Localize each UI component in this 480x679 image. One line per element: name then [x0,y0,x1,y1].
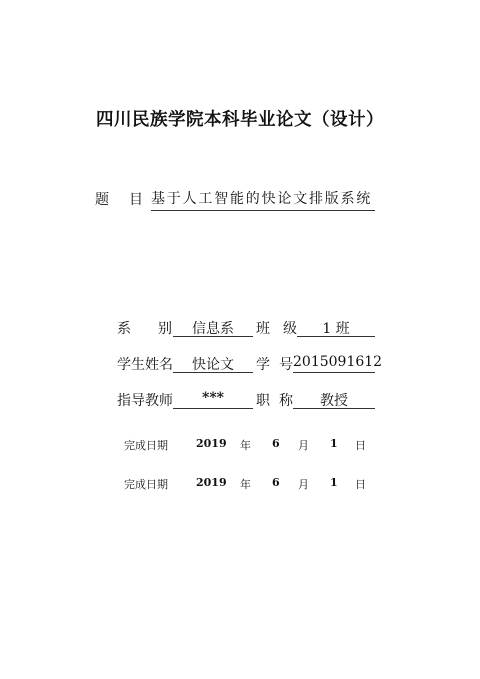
student-id-label-char-2: 号 [279,357,293,373]
student-name-id-row [117,354,387,374]
completion-date-label: 完成日期 [124,478,168,491]
department-label-char-1: 系 [117,321,131,337]
page-title: 四川民族学院本科毕业论文（设计） [96,110,384,130]
year-unit: 年 [240,439,251,452]
student-name-value: 快论文 [173,354,253,373]
advisor-label: 指导教师 [117,393,173,409]
completion-day: 1 [330,437,338,450]
day-unit: 日 [355,478,366,491]
month-unit: 月 [298,439,309,452]
rank-value: 教授 [293,390,375,409]
completion-date-label: 完成日期 [124,439,168,452]
rank-label-char-2: 称 [279,393,293,409]
completion-year: 2019 [196,437,227,450]
completion-year: 2019 [196,476,227,489]
advisor-value: *** [173,390,253,409]
month-unit: 月 [298,478,309,491]
completion-month: 6 [272,437,280,450]
class-label-char-1: 班 [256,321,270,337]
day-unit: 日 [355,439,366,452]
topic-label-char-1: 题 [95,192,109,208]
topic-label-char-2: 目 [129,192,143,208]
completion-date-row [124,476,374,492]
department-class-row [117,318,387,338]
student-id-value: 2015091612 [293,354,375,373]
class-value: 1 班 [297,318,375,337]
class-label-char-2: 级 [283,321,297,337]
department-label-char-2: 别 [158,321,172,337]
student-id-label-char-1: 学 [256,357,270,373]
completion-month: 6 [272,476,280,489]
rank-label-char-1: 职 [256,393,270,409]
student-name-label: 学生姓名 [117,357,173,373]
topic-label [95,189,143,209]
completion-day: 1 [330,476,338,489]
topic-value: 基于人工智能的快论文排版系统 [151,188,375,211]
department-value: 信息系 [173,318,253,337]
completion-date-row [124,437,374,453]
topic-row [95,188,385,210]
advisor-rank-row [117,390,387,410]
year-unit: 年 [240,478,251,491]
